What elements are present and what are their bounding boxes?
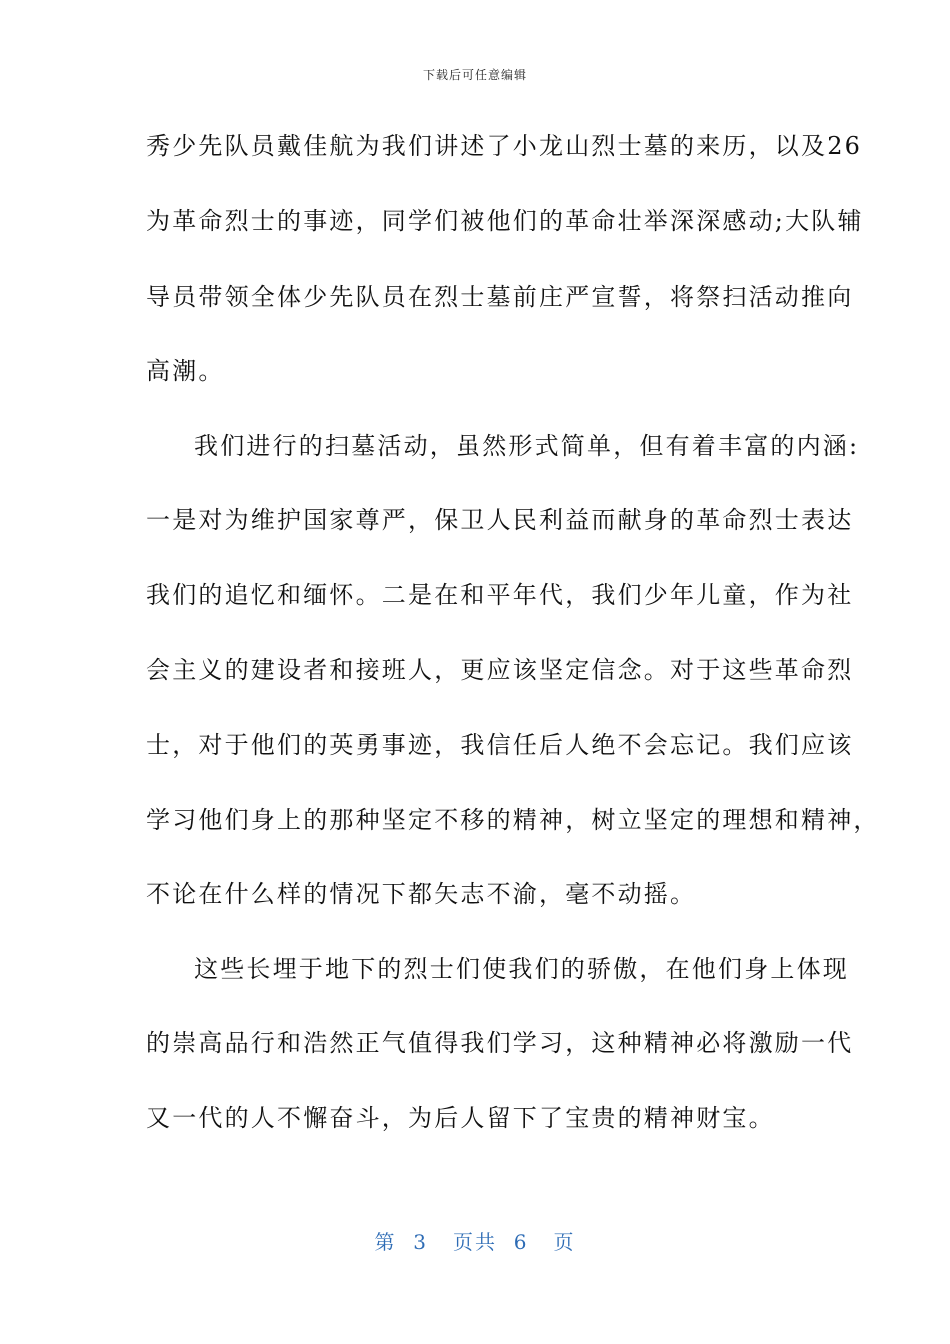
text-line: 高潮。: [146, 357, 225, 385]
text-line: 导员带领全体少先队员在烈士墓前庄严宣誓，将祭扫活动推向: [146, 283, 854, 311]
page-number-footer: 第 3 页共 6 页: [374, 1230, 576, 1254]
text-line: 学习他们身上的那种坚定不移的精神，树立坚定的理想和精神，: [146, 806, 880, 834]
page-header: 下载后可任意编辑: [422, 68, 527, 82]
paragraph-start-line: 我们进行的扫墓活动，虽然形式简单，但有着丰富的内涵:: [194, 432, 860, 460]
text-line: 的崇高品行和浩然正气值得我们学习，这种精神必将激励一代: [146, 1029, 854, 1057]
text-line: 又一代的人不懈奋斗，为后人留下了宝贵的精神财宝。: [146, 1104, 775, 1132]
text-line: 一是对为维护国家尊严，保卫人民利益而献身的革命烈士表达: [146, 506, 854, 534]
text-line: 不论在什么样的情况下都矢志不渝，毫不动摇。: [146, 880, 697, 908]
text-line: 会主义的建设者和接班人，更应该坚定信念。对于这些革命烈: [146, 656, 854, 684]
text-line: 士，对于他们的英勇事迹，我信任后人绝不会忘记。我们应该: [146, 731, 854, 759]
paragraph-start-line: 这些长埋于地下的烈士们使我们的骄傲，在他们身上体现: [194, 955, 849, 983]
text-line: 秀少先队员戴佳航为我们讲述了小龙山烈士墓的来历，以及26: [146, 132, 863, 160]
text-line: 我们的追忆和缅怀。二是在和平年代，我们少年儿童，作为社: [146, 581, 854, 609]
text-line: 为革命烈士的事迹，同学们被他们的革命壮举深深感动;大队辅: [146, 207, 864, 235]
